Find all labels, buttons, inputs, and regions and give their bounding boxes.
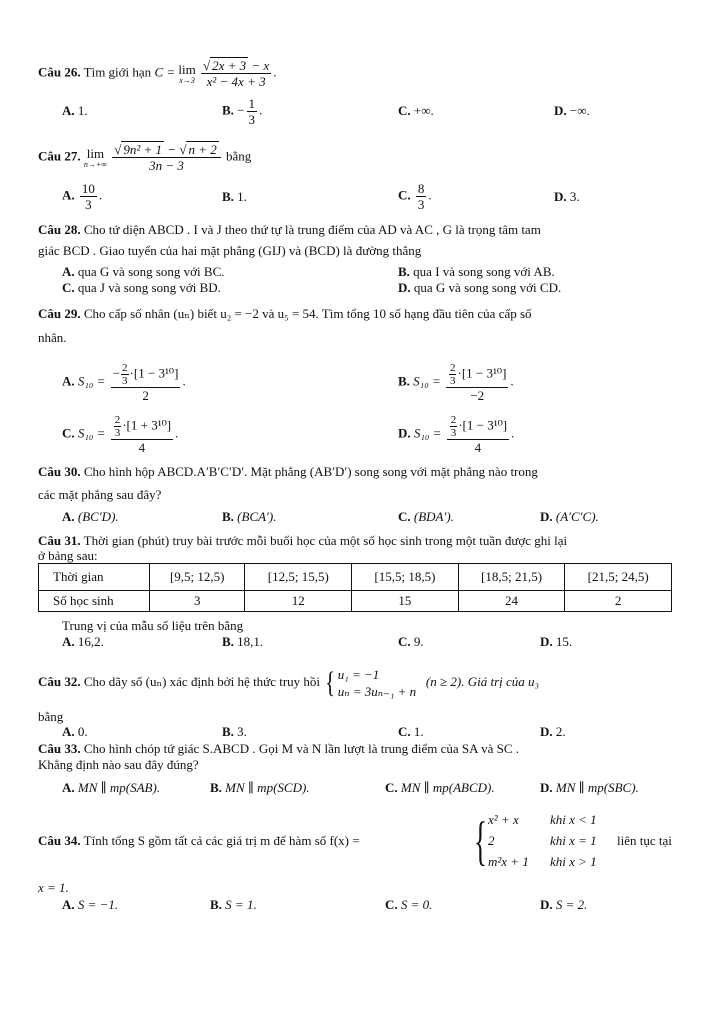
q29-option-c-key: C.	[62, 425, 75, 441]
q33-option-a-text: MN ∥ mp(SAB).	[77, 780, 161, 795]
q26-fraction: $\frac{√ 2x + 3 - x}{\text{x² − 4x + 3}}$	[202, 58, 270, 89]
q29-option-d-den: 4	[474, 440, 482, 455]
q32-option-a-text: 0.	[77, 724, 88, 739]
q33-label: Câu 33.	[38, 741, 81, 756]
q29-option-a-key: A.	[62, 373, 75, 389]
q26-option-c-key: C.	[398, 103, 411, 118]
q32-option-a[interactable]	[62, 724, 88, 740]
table-cell: [9,5; 12,5)	[150, 564, 245, 591]
q30-option-b-text: (BCA′).	[237, 509, 277, 524]
q27-option-d-key: D.	[554, 189, 567, 204]
q29-option-b-lhs: S₁₀ =	[413, 373, 441, 389]
q29-option-b-fd: 3	[449, 375, 456, 387]
q27-option-c-tail: .	[428, 187, 432, 203]
q27-option-d-text: 3.	[569, 189, 580, 204]
q29-option-b-tail: .	[510, 373, 514, 389]
q28-option-b-key: B.	[398, 264, 410, 279]
q32-option-c-text: 1.	[413, 724, 424, 739]
q29-option-c[interactable]	[62, 414, 178, 455]
q33-option-a-key: A.	[62, 780, 75, 795]
q26-option-b-key: B.	[222, 102, 234, 118]
q34-case2-cond: khi x = 1	[550, 833, 597, 848]
table-cell: Số học sinh	[39, 591, 150, 612]
q27-option-a[interactable]	[62, 181, 102, 212]
q29-option-d-key: D.	[398, 425, 411, 441]
q30-option-b-key: B.	[222, 509, 234, 524]
q26-text: Tìm giới hạn	[83, 64, 152, 80]
q29-option-a-br: ·[1 − 3¹⁰]	[129, 365, 179, 381]
q27-option-c-den: 3	[417, 197, 425, 212]
q29-option-b[interactable]	[398, 362, 514, 403]
q29-option-d[interactable]	[398, 414, 514, 455]
q26-option-a-key: A.	[62, 103, 75, 118]
q34-case3-expr: m²x + 1	[488, 854, 529, 869]
q29-option-b-den: −2	[470, 388, 485, 403]
q34-option-c[interactable]	[385, 897, 432, 913]
q30-option-c-key: C.	[398, 509, 411, 524]
table-cell: 24	[458, 591, 565, 612]
q26-option-b-frac	[247, 96, 258, 127]
q27-fraction: $\frac{\text{√ 9n² + 1 − √ n + 2}}{3n - 3}$	[112, 142, 221, 173]
q28-label: Câu 28.	[38, 222, 81, 237]
q34-option-a[interactable]	[62, 897, 118, 913]
q31-option-d[interactable]	[540, 634, 572, 650]
q31-option-c-text: 9.	[413, 634, 424, 649]
q30-option-d[interactable]	[540, 509, 599, 525]
q27-option-c-frac	[416, 181, 427, 212]
q28-option-a-key: A.	[62, 264, 75, 279]
q27-option-a-num: 10	[81, 181, 95, 196]
q32-brace: {	[325, 666, 336, 700]
q32-cases	[338, 666, 416, 700]
q33-option-a[interactable]	[62, 780, 160, 796]
q32-option-d-text: 2.	[555, 724, 566, 739]
q28-option-b-text: qua I và song song với AB.	[413, 264, 555, 279]
q34-option-d-text: S = 2.	[555, 897, 588, 912]
q29-option-d-frac	[447, 414, 509, 455]
q27-stem	[38, 142, 251, 173]
q32-option-a-key: A.	[62, 724, 75, 739]
q26-option-b[interactable]	[222, 96, 262, 127]
q27-option-b-text: 1.	[237, 189, 247, 204]
q27-lim-sub: n→+∞	[83, 159, 107, 169]
q29-option-c-fn: 2	[114, 414, 121, 426]
q33-option-c-key: C.	[385, 780, 398, 795]
q28-option-a-text: qua G và song song với BC.	[77, 264, 225, 279]
q29-option-c-lhs: S₁₀ =	[77, 425, 106, 441]
q32-option-d[interactable]	[540, 724, 566, 740]
q27-tail: bằng	[226, 148, 252, 164]
q33-option-b-key: B.	[210, 780, 222, 795]
q29-option-b-br: ·[1 − 3¹⁰]	[457, 365, 507, 381]
q26-option-a[interactable]	[62, 103, 88, 119]
table-cell: 3	[150, 591, 245, 612]
q33-option-d-text: MN ∥ mp(SBC).	[555, 780, 639, 795]
q27-option-a-tail: .	[98, 187, 103, 203]
q29-option-a-fd: 3	[122, 375, 128, 387]
q27-label: Câu 27.	[38, 148, 81, 164]
q31-stem-line2: ở bảng sau:	[38, 548, 98, 563]
q26-stem	[38, 58, 276, 89]
q32-label: Câu 32.	[38, 674, 81, 689]
q29-option-d-tail: .	[511, 425, 515, 441]
q30-stem-line2: các mặt phẳng sau đây?	[38, 487, 162, 502]
q34-post: liên tục tại	[617, 833, 672, 848]
q29-stem-line2: nhân.	[38, 330, 67, 345]
q33-option-d[interactable]	[540, 780, 639, 796]
q29-option-c-frac	[111, 414, 173, 455]
q29-option-d-lhs: S₁₀ =	[413, 425, 442, 441]
q26-lhs: C =	[154, 64, 176, 80]
q27-option-a-key: A.	[62, 187, 75, 203]
q27-option-b-key: B.	[222, 189, 234, 204]
q26-option-b-sign: −	[237, 102, 245, 118]
q31-line1: Thời gian (phút) truy bài trước mỗi buổi học của một số học sinh trong một tuần được ghi lại	[83, 533, 568, 548]
q34-option-b[interactable]	[210, 897, 257, 913]
q31-label: Câu 31.	[38, 533, 81, 548]
q33-line1: Cho hình chóp tứ giác S.ABCD . Gọi M và N lần lượt là trung điểm của SA và SC .	[83, 741, 520, 756]
q29-option-a-tail: .	[182, 373, 186, 389]
q29-option-c-br: ·[1 + 3¹⁰]	[122, 417, 172, 433]
q30-label: Câu 30.	[38, 464, 81, 479]
q29-option-a-fn: 2	[122, 362, 128, 374]
q27-option-a-frac	[80, 181, 97, 212]
table-cell: [21,5; 24,5)	[565, 564, 672, 591]
q32-stem-line2: bằng	[38, 709, 64, 724]
q30-option-a-key: A.	[62, 509, 75, 524]
table-cell: [18,5; 21,5)	[458, 564, 565, 591]
q31-option-b-key: B.	[222, 634, 234, 649]
q26-option-b-den: 3	[248, 112, 256, 127]
q32-case1: u₁ = −1	[337, 667, 380, 683]
q33-option-b[interactable]	[210, 780, 310, 796]
q26-option-d-key: D.	[554, 103, 567, 118]
q34-option-d[interactable]	[540, 897, 587, 913]
q34-case3-cond: khi x > 1	[550, 854, 597, 869]
q33-option-c-text: MN ∥ mp(ABCD).	[400, 780, 495, 795]
q27-lim	[84, 147, 107, 169]
q27-option-c-num: 8	[417, 181, 425, 196]
q29-option-a-lhs: S₁₀ =	[77, 373, 106, 389]
q26-option-c-text: +∞.	[413, 103, 434, 118]
q27-option-b[interactable]	[222, 189, 247, 205]
q28-option-c-text: qua J và song song với BD.	[77, 280, 221, 295]
q29-option-a-den: 2	[142, 388, 149, 403]
q33-option-c[interactable]	[385, 780, 495, 796]
q26-option-a-text: 1.	[77, 103, 88, 118]
q34-stem	[38, 833, 360, 849]
q34-brace: {	[474, 811, 487, 871]
q28-line1: Cho tứ diện ABCD . I và J theo thứ tự là trung điểm của AD và AC , G là trọng tâm tam	[83, 222, 541, 237]
q32-option-b[interactable]	[222, 724, 247, 740]
q29-option-d-fn: 2	[450, 414, 457, 426]
q34-case1-cond: khi x < 1	[550, 812, 597, 827]
q29-option-c-den: 4	[138, 440, 146, 455]
q26-option-b-num: 1	[248, 96, 256, 111]
q33-option-d-key: D.	[540, 780, 553, 795]
q27-option-a-den: 3	[85, 197, 92, 212]
q34-option-b-text: S = 1.	[225, 897, 257, 912]
q31-option-a-text: 16,2.	[77, 634, 104, 649]
q26-label: Câu 26.	[38, 64, 81, 80]
q27-option-c-key: C.	[398, 187, 411, 203]
table-cell: 15	[352, 591, 459, 612]
q26-lim-word: lim	[178, 61, 196, 77]
q27-option-d[interactable]	[554, 189, 580, 205]
table-cell: 2	[565, 591, 672, 612]
table-cell: Thời gian	[39, 564, 150, 591]
q26-option-d[interactable]	[554, 103, 590, 119]
q33-stem-line2: Khẳng định nào sau đây đúng?	[38, 757, 199, 772]
q26-option-d-text: −∞.	[569, 103, 590, 118]
q31-option-b[interactable]	[222, 634, 263, 650]
q31-option-b-text: 18,1.	[237, 634, 264, 649]
q31-stem-line1	[38, 533, 567, 549]
q26-end: .	[273, 64, 277, 80]
q30-option-d-key: D.	[540, 509, 553, 524]
q29-option-c-fd: 3	[114, 427, 121, 439]
q29-option-d-fd: 3	[450, 427, 457, 439]
q28-option-d-text: qua G và song song với CD.	[413, 280, 562, 295]
q29-option-b-fn: 2	[449, 362, 456, 374]
q29-option-a-frac	[111, 362, 181, 403]
q26-num-rest: − x	[248, 58, 270, 73]
q31-data-table	[38, 563, 672, 612]
q34-case2-expr: 2	[488, 833, 495, 848]
q32-option-c-key: C.	[398, 724, 411, 739]
q29-label: Câu 29.	[38, 306, 81, 321]
q27-rad1: 9n² + 1	[123, 142, 163, 157]
q26-option-b-tail: .	[259, 102, 263, 118]
table-cell: 12	[245, 591, 352, 612]
q34-option-a-text: S = −1.	[77, 897, 119, 912]
q33-option-b-text: MN ∥ mp(SCD).	[225, 780, 310, 795]
q29-option-b-frac	[446, 362, 508, 403]
q27-den: 3n − 3	[149, 158, 184, 173]
q30-stem-line1	[38, 464, 538, 480]
table-row	[39, 564, 672, 591]
q34-option-c-text: S = 0.	[400, 897, 433, 912]
q28-option-c-key: C.	[62, 280, 75, 295]
q34-option-d-key: D.	[540, 897, 553, 912]
table-cell: [15,5; 18,5)	[352, 564, 459, 591]
q26-option-c[interactable]	[398, 103, 434, 119]
q30-option-c-text: (BDA′).	[413, 509, 454, 524]
q32-option-c[interactable]	[398, 724, 424, 740]
q34-stem-line2: x = 1.	[38, 880, 69, 895]
q29-option-b-key: B.	[398, 373, 410, 389]
q28-option-c[interactable]	[62, 280, 221, 296]
q28-option-d[interactable]	[398, 280, 561, 296]
q33-stem-line1	[38, 741, 519, 757]
q29-option-a-sign: −	[112, 365, 121, 381]
q26-num-rad: 2x + 3	[212, 58, 247, 73]
q26-den: x² − 4x + 3	[206, 74, 266, 89]
q32-case2: uₙ = 3uₙ₋₁ + n	[337, 684, 417, 700]
q28-stem-line2: giác BCD . Giao tuyến của hai mặt phẳng (GIJ) và (BCD) là đường thẳng	[38, 243, 422, 258]
q27-rad2: n + 2	[188, 142, 217, 157]
q31-option-d-key: D.	[540, 634, 553, 649]
q27-num-mid: −	[164, 142, 180, 157]
q31-option-c[interactable]	[398, 634, 424, 650]
q28-option-a[interactable]	[62, 264, 225, 280]
q31-option-c-key: C.	[398, 634, 411, 649]
q32-option-d-key: D.	[540, 724, 553, 739]
q30-option-d-text: (A′C′C).	[555, 509, 599, 524]
q27-lim-word: lim	[86, 145, 105, 161]
q34-option-a-key: A.	[62, 897, 75, 912]
table-cell: [12,5; 15,5)	[245, 564, 352, 591]
q28-stem-line1	[38, 222, 541, 238]
q34-option-c-key: C.	[385, 897, 398, 912]
q29-option-a[interactable]	[62, 362, 186, 403]
q31-option-a[interactable]	[62, 634, 104, 650]
q32-stem	[38, 664, 539, 700]
q29-line1: Cho cấp số nhân (uₙ) biết u₂ = −2 và u₅ = 54. Tìm tổng 10 số hạng đầu tiên của cấp số	[83, 306, 532, 321]
q30-option-b[interactable]	[222, 509, 276, 525]
q26-lim	[178, 63, 195, 85]
q28-option-d-key: D.	[398, 280, 411, 295]
q27-option-c[interactable]	[398, 181, 432, 212]
q28-option-b[interactable]	[398, 264, 555, 280]
q34-case1-expr: x² + x	[488, 812, 519, 827]
q30-line1: Cho hình hộp ABCD.A′B′C′D′. Mặt phẳng (AB′D′) song song với mặt phẳng nào trong	[83, 464, 538, 479]
q34-option-b-key: B.	[210, 897, 222, 912]
q26-lim-sub: x→3	[179, 75, 195, 85]
q30-option-a-text: (BC′D).	[77, 509, 119, 524]
q29-option-c-tail: .	[175, 425, 179, 441]
q34-pre: Tính tổng S gồm tất cả các giá trị m để hàm số f(x) =	[83, 833, 360, 848]
q32-cond: (n ≥ 2). Giá trị của u₃	[425, 674, 540, 689]
q29-stem-line1	[38, 306, 532, 322]
q31-option-d-text: 15.	[555, 634, 573, 649]
q32-pre: Cho dãy số (uₙ) xác định bởi hệ thức truy hồi	[83, 674, 321, 689]
q32-option-b-text: 3.	[237, 724, 247, 739]
q30-option-a[interactable]	[62, 509, 119, 525]
q31-option-a-key: A.	[62, 634, 75, 649]
table-row	[39, 591, 672, 612]
q32-option-b-key: B.	[222, 724, 234, 739]
q30-option-c[interactable]	[398, 509, 454, 525]
q29-option-d-br: ·[1 − 3¹⁰]	[458, 417, 508, 433]
q31-after: Trung vị của mẫu số liệu trên bằng	[62, 618, 244, 633]
q34-label: Câu 34.	[38, 833, 81, 848]
